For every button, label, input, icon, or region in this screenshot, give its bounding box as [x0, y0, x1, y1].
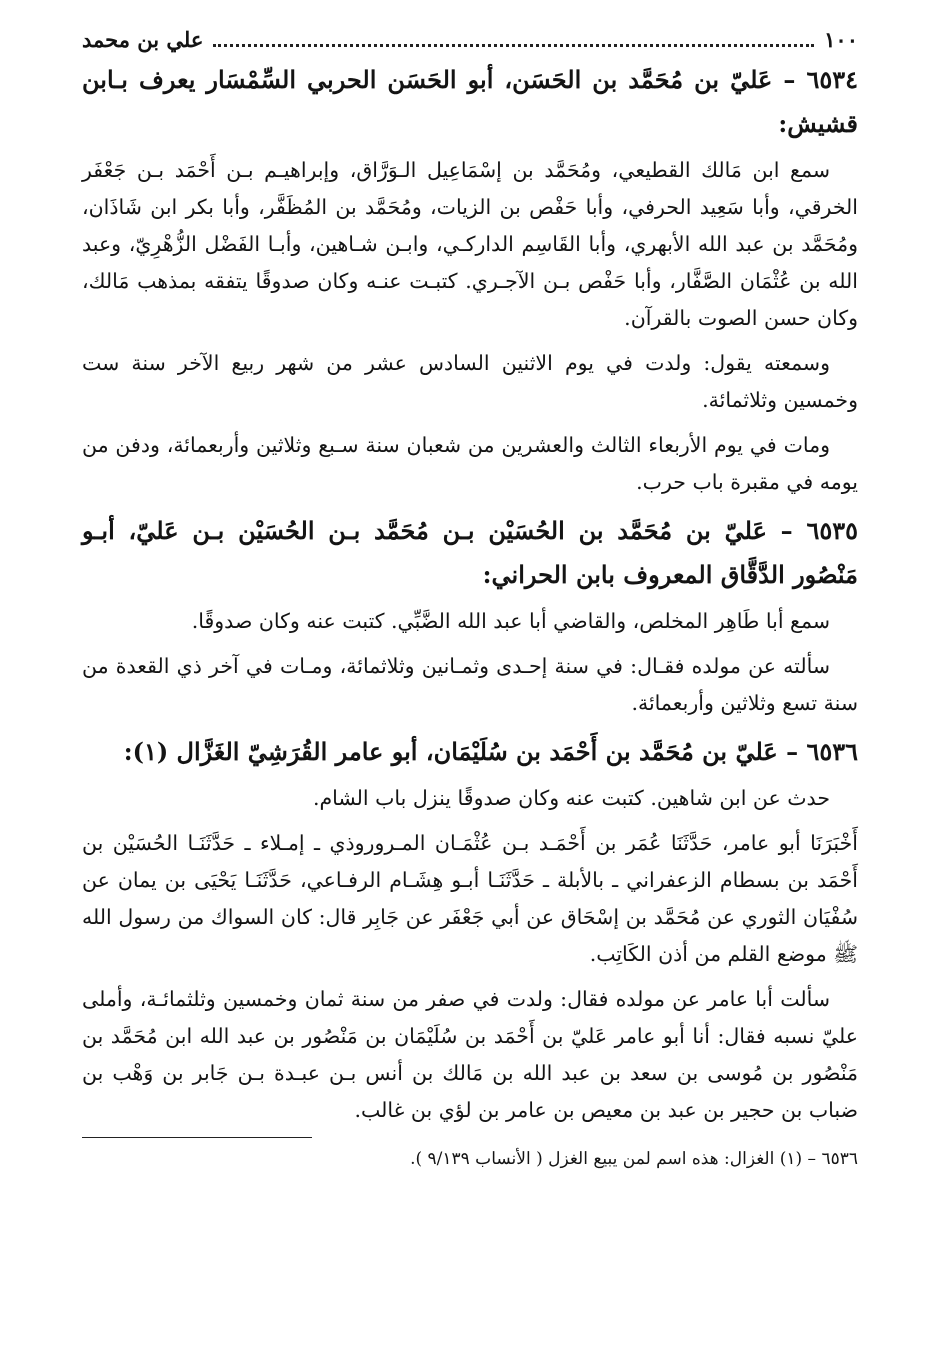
page-number: ١٠٠: [824, 26, 858, 52]
footnote: ٦٥٣٦ – (١) الغزال: هذه اسم لمن يبيع الغزل ( الأنساب ٩/١٣٩ ).: [410, 1149, 858, 1169]
entry-6535-paragraph-2: سألته عن مولده فقـال: في سنة إحـدى وثمـانين وثلاثمائة، ومـات في آخر ذي القعدة من سنة تسع وثلاثين وأربعمائة.: [82, 654, 858, 715]
entry-heading-6535: ٦٥٣٥ – عَليّ بن مُحَمَّد بن الحُسَيْن بـن مُحَمَّد بـن الحُسَيْن بـن عَليّ، أبـو مَنْصُور الدَّقَّاق المعروف بابن الحراني:: [82, 516, 858, 589]
running-title: علي بن محمد: [82, 26, 204, 52]
entry-6536-paragraph-1: حدث عن ابن شاهين. كتبت عنه وكان صدوقًا ينزل باب الشام.: [312, 786, 830, 810]
entry-6534-paragraph-1: سمع ابن مَالك القطيعي، ومُحَمَّد بن إسْمَاعِيل الـوَرَّاق، وإبراهيـم بـن أَحْمَد بـن جَعْفَر الخرقي، وأبا سَعِيد الحرفي، وأبا حَفْص بن الزيات، ومُحَمَّد بن المُظَفَّر، وأبا بكر ابن شَاذَان، ومُحَمَّد بن عبد الله الأبهري، وأبا القَاسِم الداركـي، وابـن شـاهين، وأبـا الفَضْل الزُّهْرِيّ، وعبد الله بن عُثْمَان الصَّفَّار، وأبا حَفْص بـن الآجـري. كتبـت عنـه وكان صدوقًا يتفقه بمذهب مَالك، وكان حسن الصوت بالقرآن.: [82, 158, 858, 330]
document-page: [82, 22, 858, 1180]
entry-heading-6534: ٦٥٣٤ – عَليّ بن مُحَمَّد بن الحَسَن، أبو الحَسَن الحربي السِّمْسَار يعرف بـابن قشيش:: [82, 65, 858, 138]
header-leader-dots: [213, 32, 814, 47]
running-header: [82, 22, 858, 56]
entry-heading-6536: ٦٥٣٦ – عَليّ بن مُحَمَّد بن أَحْمَد بن سُلَيْمَان، أبو عامر القُرَشِيّ الغَزَّال (١):: [123, 737, 858, 766]
entry-6534-paragraph-2: وسمعته يقول: ولدت في يوم الاثنين السادس عشر من شهر ربيع الآخر سنة ست وخمسين وثلاثمائة.: [82, 351, 858, 412]
entry-6534-paragraph-3: ومات في يوم الأربعاء الثالث والعشرين من شعبان سنة سـبع وثلاثين وأربعمائة، ودفن من يومه في مقبرة باب حرب.: [82, 433, 858, 494]
entry-6536-hadith: أَخْبَرَنَا أبو عامر، حَدَّثَنَا عُمَر بن أَحْمَـد بـن عُثْمَـان المـروروذي ـ إمـلاء ـ حَدَّثَنَـا الحُسَيْن بن أَحْمَد بن بسطام الزعفراني ـ بالأبلة ـ حَدَّثَنَـا أبـو هِشَـام الرفـاعي، حَدَّثَنَـا يَحْيَى بن يمان عن سُفْيَان الثوري عن مُحَمَّد بن إسْحَاق عن أبي جَعْفَر عن جَابِر قال: كان السواك من رسول الله ﷺ موضع القلم من أذن الكَاتِب.: [82, 831, 858, 966]
entry-6536-closing: سألت أبا عامر عن مولده فقال: ولدت في صفر من سنة ثمان وخمسين وثلثمائـة، وأملى عليّ نسبه فقال: أنا أبو عامر عَليّ بن أَحْمَد بن سُلَيْمَان بن مَنْصُور بن عبد الله ابن مُحَمَّد بن مَنْصُور بن مُوسى بن سعد بن عبد الله بن مَالك بن أنس بـن عبـدة بـن جَابر بن وَهْب بن ضباب بن حجير بن عبد بن معيص بن عامر بن لؤي بن غالب.: [82, 987, 858, 1122]
entry-6535-paragraph-1: سمع أبا طَاهِر المخلص، والقاضي أبا عبد الله الضَّبِّي. كتبت عنه وكان صدوقًا.: [191, 609, 830, 633]
footnote-divider: [82, 1137, 312, 1138]
